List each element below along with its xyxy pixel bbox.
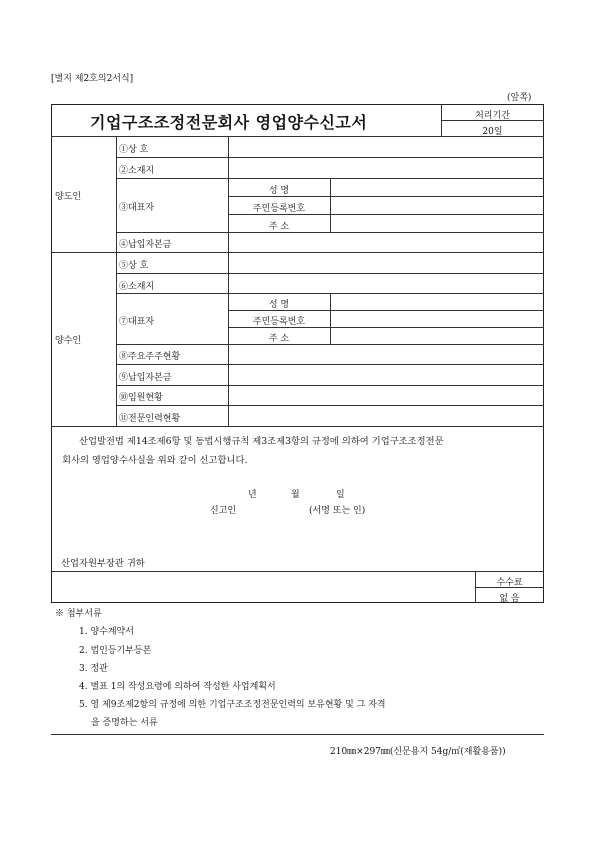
date-month: 월 (291, 490, 300, 500)
transferee-field: ⑪전문인력현황 (119, 414, 181, 424)
transferee-field: ⑧주요주주현황 (119, 352, 181, 362)
processing-value: 20일 (482, 127, 503, 137)
rep-sub-label: 주민등록번호 (252, 317, 306, 327)
rep-sub-label: 주민등록번호 (252, 204, 306, 214)
sub-line (228, 327, 544, 328)
attachment-item: 1. 양수계약서 (79, 627, 134, 637)
bottom-line (51, 734, 544, 735)
attachment-item: 3. 정관 (79, 664, 108, 674)
declaration-line-2: 회사의 영업양수사실을 위와 같이 신고합니다. (62, 455, 248, 466)
section-line (51, 252, 544, 253)
field-column-divider (228, 136, 229, 426)
applicant-label: 신고인 (210, 506, 237, 516)
row-line (116, 385, 544, 386)
transferee-field: ⑨납입자본금 (119, 373, 172, 383)
transferor-field: ④납입자본금 (119, 240, 172, 250)
date-year: 년 (248, 490, 257, 500)
processing-label: 처리기간 (475, 111, 510, 121)
attachment-item: 5. 영 제9조제2항의 규정에 의한 기업구조조정전문인력의 보유현황 및 그 자격 (79, 700, 386, 710)
rep-sub-label: 성 명 (268, 300, 290, 310)
sub-line (228, 196, 544, 197)
date-day: 일 (336, 490, 345, 500)
fee-label: 수수료 (496, 578, 523, 588)
paper-spec: 210㎜×297㎜(신문용지 54g/㎡(재활용품)) (330, 747, 506, 757)
transferee-field: ⑦대표자 (119, 317, 155, 327)
row-line (116, 344, 544, 345)
section-line (51, 426, 544, 427)
rep-sub-label: 주 소 (268, 334, 290, 344)
row-line (116, 157, 544, 158)
sub-divider (330, 178, 331, 232)
sub-divider (330, 293, 331, 344)
attachment-item: 2. 법인등기부등본 (79, 646, 152, 656)
transferor-field: ③대표자 (119, 203, 155, 213)
sub-line (228, 214, 544, 215)
form-reference: [별지 제2호의2서식] (51, 74, 134, 84)
transferee-field: ⑤상 호 (119, 261, 149, 271)
transferor-label: 양도인 (55, 192, 82, 202)
transferor-field: ①상 호 (119, 145, 149, 155)
row-line (116, 364, 544, 365)
rep-sub-label: 성 명 (268, 186, 290, 196)
transferee-field: ⑥소재지 (119, 282, 155, 292)
title-bottom-line (51, 136, 544, 137)
signature-label: (서명 또는 인) (309, 506, 366, 516)
row-line (116, 273, 544, 274)
transferor-field: ②소재지 (119, 166, 155, 176)
declaration-line-1: 산업발전법 제14조제6항 및 동법시행규칙 제3조제3항의 규정에 의하여 기업구조조정전문 (79, 436, 444, 447)
attachment-item: 을 증명하는 서류 (91, 718, 158, 728)
front-side-note: (앞쪽) (507, 93, 532, 103)
row-line (116, 405, 544, 406)
rep-sub-label: 주 소 (268, 222, 290, 232)
attachment-item: 4. 별표 1의 작성요령에 의하여 작성한 사업계획서 (79, 682, 276, 692)
sub-line (228, 310, 544, 311)
party-column-divider (116, 136, 117, 426)
fee-value: 없 음 (499, 594, 520, 604)
form-title: 기업구조조정전문회사 영업양수신고서 (90, 113, 368, 132)
transferee-field: ⑩임원현황 (119, 393, 163, 403)
section-line (51, 571, 544, 572)
attachments-heading: ※ 첨부서류 (55, 609, 102, 619)
row-line (116, 232, 544, 233)
addressee: 산업자원부장관 귀하 (61, 558, 145, 569)
transferee-label: 양수인 (55, 336, 82, 346)
